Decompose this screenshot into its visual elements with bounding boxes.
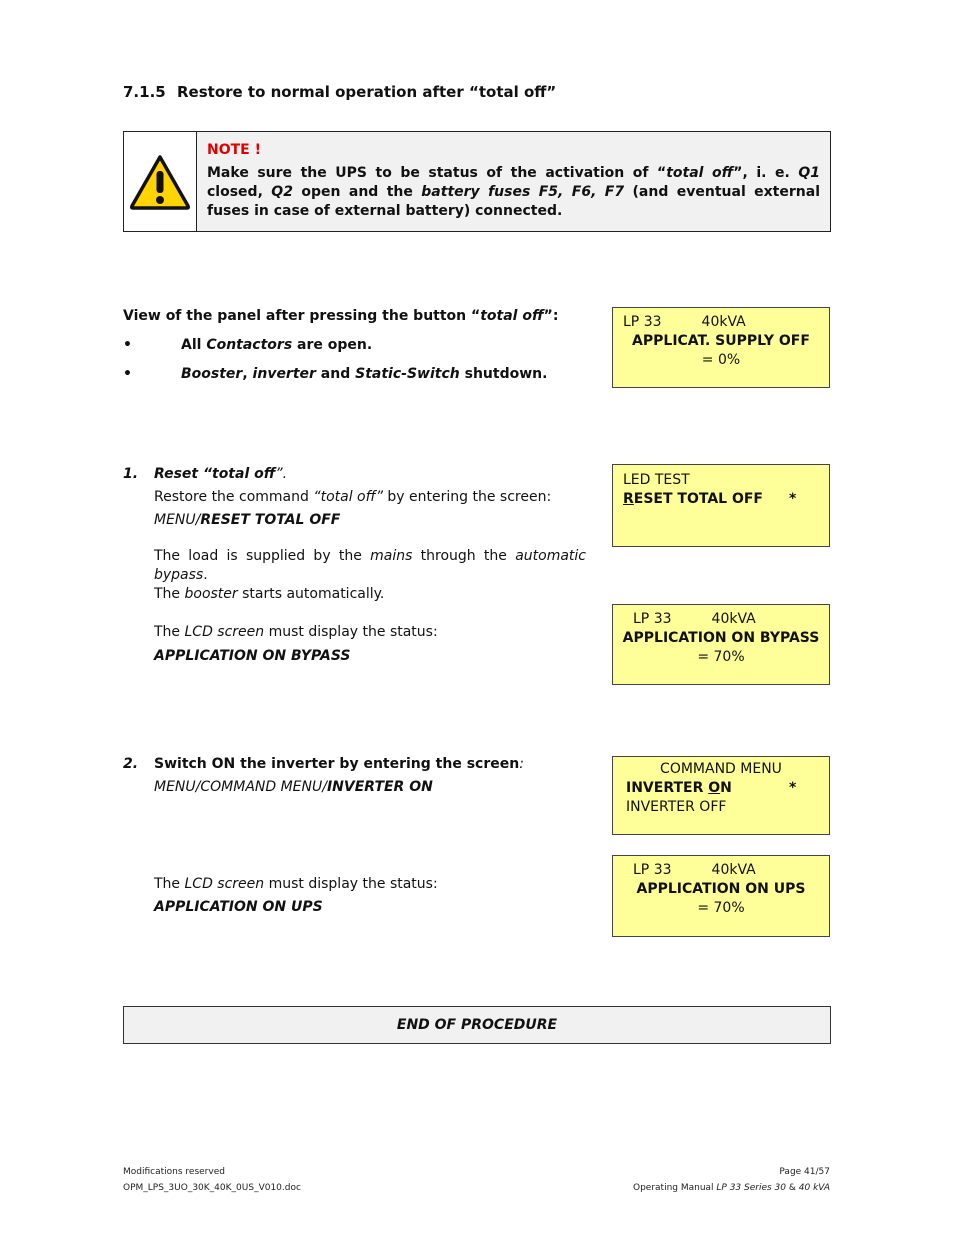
footer-page-number: Page 41/57 bbox=[779, 1167, 830, 1177]
step1-number: 1. bbox=[123, 466, 139, 482]
note-box bbox=[123, 131, 831, 232]
step2-title: Switch ON the inverter by entering the screen: bbox=[154, 756, 524, 772]
step2-number: 2. bbox=[123, 756, 139, 772]
lcd-line-command-menu: COMMAND MENU bbox=[660, 761, 782, 777]
step1-status: APPLICATION ON BYPASS bbox=[154, 648, 351, 664]
lcd-line-led-test: LED TEST bbox=[623, 472, 690, 488]
step2-menu-path: MENU/COMMAND MENU/INVERTER ON bbox=[154, 779, 433, 795]
lcd-line-load: = 70% bbox=[697, 649, 745, 665]
end-of-procedure-box: END OF PROCEDURE bbox=[123, 1006, 831, 1044]
lcd-screen-command-menu bbox=[612, 756, 830, 835]
bullet-contactors: • All Contactors are open. bbox=[123, 337, 373, 353]
lcd-screen-on-bypass bbox=[612, 604, 830, 685]
lcd-line-load: = 70% bbox=[697, 900, 745, 916]
lcd-line-model: LP 33 40kVA bbox=[623, 314, 746, 330]
lcd-line-model: LP 33 40kVA bbox=[633, 611, 756, 627]
footer-manual-title: Operating Manual LP 33 Series 30 & 40 kVA bbox=[632, 1183, 830, 1193]
footer-doc-name: OPM_LPS_3UO_30K_40K_0US_V010.doc bbox=[123, 1183, 301, 1193]
lcd-cursor-star: * bbox=[789, 780, 797, 796]
lcd-line-status: APPLICATION ON UPS bbox=[636, 881, 806, 897]
lcd-screen-on-ups bbox=[612, 855, 830, 937]
bullet-shutdown: • Booster, inverter and Static-Switch shutdown. bbox=[123, 366, 548, 382]
lcd-line-model: LP 33 40kVA bbox=[633, 862, 756, 878]
section-number: 7.1.5 bbox=[123, 83, 166, 101]
section-title: Restore to normal operation after “total off” bbox=[177, 83, 557, 101]
note-icon-cell bbox=[124, 132, 197, 231]
lcd-line-reset-total-off: RESET TOTAL OFF bbox=[623, 491, 763, 507]
lcd-line-load: = 0% bbox=[701, 352, 741, 368]
section-heading bbox=[123, 83, 556, 101]
footer-modifications: Modifications reserved bbox=[123, 1167, 225, 1177]
step2-lcd-text: The LCD screen must display the status: bbox=[154, 876, 438, 892]
step1-title: Reset “total off”. bbox=[154, 466, 288, 482]
step1-restore: Restore the command “total off” by entering the screen: bbox=[154, 489, 552, 505]
lcd-line-status: APPLICATION ON BYPASS bbox=[622, 630, 820, 646]
warning-icon bbox=[129, 154, 191, 210]
lcd-screen-supply-off bbox=[612, 307, 830, 388]
lcd-screen-reset-total-off bbox=[612, 464, 830, 547]
lcd-line-status: APPLICAT. SUPPLY OFF bbox=[632, 333, 810, 349]
step1-lcd-text: The LCD screen must display the status: bbox=[154, 624, 438, 640]
step2-status: APPLICATION ON UPS bbox=[154, 899, 323, 915]
lcd-line-inverter-on: INVERTER ON bbox=[626, 780, 732, 796]
note-text: Make sure the UPS to be status of the activation of “total off”, i. e. Q1 closed, Q2 open and the battery fuses F5, F6, F7 (and eventual external fuses in case of external battery) connected. bbox=[207, 165, 820, 219]
step1-booster-text: The booster starts automatically. bbox=[154, 586, 385, 602]
panel-view-intro: View of the panel after pressing the button “total off”: bbox=[123, 308, 559, 324]
step1-menu-path: MENU/RESET TOTAL OFF bbox=[154, 512, 341, 528]
lcd-line-inverter-off: INVERTER OFF bbox=[626, 799, 727, 815]
lcd-cursor-star: * bbox=[789, 491, 797, 507]
note-title: NOTE ! bbox=[207, 142, 261, 158]
step1-load-text: The load is supplied by the mains through the automatic bypass. bbox=[154, 548, 586, 583]
